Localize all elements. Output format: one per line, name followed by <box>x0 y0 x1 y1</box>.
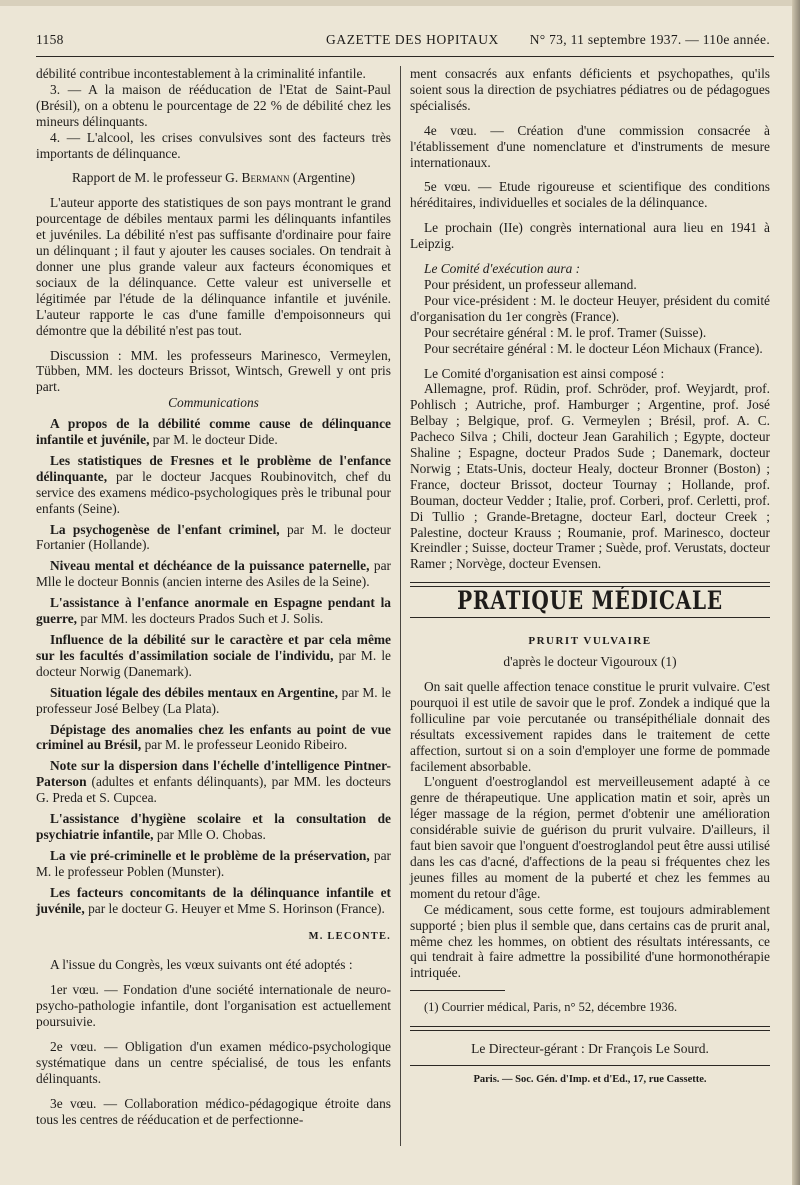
communication-author: (adultes et enfants délinquants), par MM. les docteurs G. Preda et S. Cupcea. <box>36 774 391 806</box>
communication-title: Note sur la dispersion dans l'échelle d'intelligence Pintner-Paterson <box>36 758 391 790</box>
discussion: Discussion : MM. les professeurs Marinesco, Vermeylen, Tübben, MM. les docteurs Brissot, Wintsch, Grewell y ont pris part. <box>36 347 391 395</box>
column-divider <box>400 66 401 1146</box>
communication-author: par M. le professeur José Belbey (La Plata). <box>36 684 391 716</box>
article-title: PRURIT VULVAIRE <box>528 635 652 648</box>
page-top-edge <box>0 0 800 6</box>
communication-title: La vie pré-criminelle et le problème de la préservation, <box>50 847 370 863</box>
voeu-4: 4e vœu. — Création d'une commission consacrée à l'établissement d'une nomenclature et d'instruments de mesure internationaux. <box>410 122 770 170</box>
secretary-general: Pour secrétaire général : M. le docteur Léon Michaux (France). <box>424 340 763 356</box>
communication-author: par M. le docteur Norwig (Danemark). <box>36 647 391 679</box>
vice-president: Pour vice-président : M. le docteur Heuyer, président du comité d'organisation du 1er congrès (France). <box>410 292 770 324</box>
communication-item <box>36 685 391 717</box>
communication-title: A propos de la débilité comme cause de délinquance infantile et juvénile, <box>36 416 391 448</box>
voeu-2: 2e vœu. — Obligation d'un examen médico-psychologique systématique dans un centre spécialisé, de tous les enfants délinquants. <box>36 1039 391 1086</box>
communication-item <box>36 632 391 680</box>
article-paragraph: Ce médicament, sous cette forme, est toujours admirablement supporté ; bien plus il semble que, dans certains cas de prurit anal, même chez les hommes, on obtient des résultats intéressants, ce qui tendrait à faire admettre la possibilité d'une hormonothérapie intriquée. <box>410 901 770 981</box>
voeu-1: 1er vœu. — Fondation d'une société internationale de neuro-psycho-pathologie infantile, dont l'organisation est actuellement poursuivie. <box>36 982 391 1030</box>
signature: M. LECONTE. <box>308 930 391 942</box>
section-rule <box>410 617 770 618</box>
executive-committee: Le Comité d'exécution aura : <box>424 261 581 277</box>
communication-author: par M. le professeur Poblen (Munster). <box>36 847 391 879</box>
communication-author: par le docteur G. Heuyer et Mme S. Horinson (France). <box>84 900 385 916</box>
communication-title: Situation légale des débiles mentaux en Argentine, <box>50 684 338 700</box>
footer-rule <box>410 1026 770 1027</box>
voeu-3: 3e vœu. — Collaboration médico-pédagogique étroite dans tous les centres de rééducation et de perfectionne- <box>36 1095 391 1127</box>
right-column <box>410 66 770 1088</box>
report-author: Bermann <box>241 170 290 186</box>
director: Le Directeur-gérant : Dr François Le Sourd. <box>471 1041 709 1057</box>
communication-author: par M. le docteur Dide. <box>149 432 278 448</box>
section-banner: PRATIQUE MÉDICALE <box>457 586 723 616</box>
communication-title: Influence de la débilité sur le caractère et par cela même sur les facultés d'assimilation sociale de l'individu, <box>36 632 391 663</box>
communication-title: Niveau mental et déchéance de la puissance paternelle, <box>50 558 370 574</box>
footnote-rule <box>410 990 505 991</box>
page-right-edge <box>792 0 800 1185</box>
communication-title: L'assistance d'hygiène scolaire et la consultation de psychiatrie infantile, <box>36 811 391 842</box>
page-header <box>36 30 770 52</box>
paragraph: ment consacrés aux enfants déficients et psychopathes, qu'ils soient sous la direction de psychiatres pédiatres ou de pédagogues spécialisés. <box>410 66 770 113</box>
paragraph: 4. — L'alcool, les crises convulsives sont des facteurs très importants de délinquance. <box>36 129 391 161</box>
communication-item <box>36 758 391 806</box>
report-title <box>36 170 391 186</box>
communication-item <box>36 522 391 554</box>
communications-heading: Communications <box>168 395 259 411</box>
organizing-committee: Le Comité d'organisation est ainsi composé : <box>424 365 665 381</box>
section-rule <box>410 582 770 583</box>
communication-author: par Mlle le docteur Bonnis (ancien interne des Asiles de la Seine). <box>36 558 391 590</box>
communication-title: Les facteurs concomitants de la délinquance infantile et juvénile, <box>36 884 391 916</box>
president: Pour président, un professeur allemand. <box>424 276 637 292</box>
printer-line: Paris. — Soc. Gén. d'Imp. et d'Ed., 17, rue Cassette. <box>473 1074 707 1086</box>
communication-author: par M. le docteur Fortanier (Hollande). <box>36 521 391 553</box>
paragraph: 3. — A la maison de rééducation de l'Etat de Saint-Paul (Brésil), on a obtenu le pourcentage de 22 % de débilité chez les mineurs délinquants. <box>36 81 391 129</box>
next-congress: Le prochain (IIe) congrès international aura lieu en 1941 à Leipzig. <box>410 220 770 252</box>
congress-intro: A l'issue du Congrès, les vœux suivants ont été adoptés : <box>50 957 353 973</box>
footer-rule <box>410 1030 770 1031</box>
report-title-prefix: Rapport de M. le professeur G. <box>71 170 239 186</box>
communication-item <box>36 558 391 590</box>
communication-title: Dépistage des anomalies chez les enfants au point de vue criminel au Brésil, <box>36 721 391 753</box>
communication-item <box>36 722 391 754</box>
footer-rule <box>410 1065 770 1066</box>
communication-item <box>36 595 391 627</box>
communication-title: La psychogenèse de l'enfant criminel, <box>50 521 280 537</box>
communication-item <box>36 811 391 843</box>
footnote: (1) Courrier médical, Paris, n° 52, décembre 1936. <box>424 1000 678 1015</box>
page-number: 1158 <box>36 32 64 47</box>
communication-title: Les statistiques de Fresnes et le problème de l'enfance délinquante, <box>36 452 391 484</box>
communication-item <box>36 416 391 448</box>
paragraph: débilité contribue incontestablement à la criminalité infantile. <box>36 66 366 81</box>
communication-item <box>36 885 391 917</box>
report-title-suffix: (Argentine) <box>292 170 356 186</box>
communication-title: L'assistance à l'enfance anormale en Espagne pendant la guerre, <box>36 595 391 627</box>
journal-title: GAZETTE DES HOPITAUX <box>326 32 499 47</box>
article-paragraph: On sait quelle affection tenace constitue le prurit vulvaire. C'est pourquoi il est utile de savoir que le prof. Zondek a indiqué que la folliculine par voie percutanée ou transépithéliale donnait des résultats excessivement rapides dans le traitement de cette affection, surtout si on a soin d'employer une forme de pommade facilement absorbable. <box>410 679 770 774</box>
committee-members: Allemagne, prof. Rüdin, prof. Schröder, prof. Weyjardt, prof. Pohlisch ; Autriche, prof. Hamburger ; Argentine, prof. José Belbay ; Belgique, prof. G. Vermeylen ; Brésil, prof. A. C. Pacheco Silva ; Chili, docteur Jean Garahilich ; Egypte, docteur Shaline ; Espagne, docteur Prados Sude ; Danemark, docteur Norwig ; Etats-Unis, docteur Healy, docteur Bronner (Boston) ; France, docteur Brissot, docteur Tournay ; Hollande, prof. Bouman, docteur Vedder ; Italie, prof. Corberi, prof. Cerletti, prof. Di Tullio ; Grande-Bretagne, docteur Earl, docteur Creek ; Palestine, docteur Krauss ; Roumanie, prof. Marinesco, docteur Kreindler ; Suisse, docteur Tramer ; Suède, prof. Verustats, docteur Ramer ; Norvège, docteur Evensen. <box>410 381 770 572</box>
header-rule <box>36 56 774 57</box>
communications-list <box>36 416 391 916</box>
left-column <box>36 66 391 1128</box>
report-body: L'auteur apporte des statistiques de son pays montrant le grand pourcentage de débiles mentaux parmi les délinquants infantiles et juvéniles. La débilité n'est pas suffisante d'ordinaire pour faire un délinquant ; il faut y ajouter les causes sociales. On tendrait à donner une plus grande valeur aux facteurs économiques et sociaux de la délinquance. Cette valeur est universelle et légitimée par l'étude de la délinquance infantile et juvénile. L'auteur rapporte le cas d'une famille d'empoisonneurs qui démontre que la débilité n'est pas tout. <box>36 195 391 338</box>
voeu-5: 5e vœu. — Etude rigoureuse et scientifique des conditions héréditaires, individuelles et sociales de la délinquance. <box>410 179 770 211</box>
communication-author: par MM. les docteurs Prados Such et J. Solis. <box>77 611 324 627</box>
communication-item <box>36 453 391 517</box>
secretary: Pour secrétaire général : M. le prof. Tramer (Suisse). <box>424 324 707 340</box>
article-byline: d'après le docteur Vigouroux (1) <box>503 654 677 670</box>
communication-author: par Mlle O. Chobas. <box>153 826 266 842</box>
article-paragraph: L'onguent d'oestroglandol est merveilleusement adapté à ce genre de thérapeutique. Une application matin et soir, après un léger massage de la région, permet d'obtenir une amélioration considérable suivie de guérison du prurit vulvaire. D'ailleurs, il faut bien savoir que l'onguent d'oestroglandol peut être aussi utilisé dans les cas d'acné, d'affections de la peau si fréquentes chez les jeunes filles au moment de la puberté et chez les femmes au moment du retour d'âge. <box>410 774 770 901</box>
communication-author: par M. le professeur Leonido Ribeiro. <box>141 737 348 753</box>
communication-item <box>36 848 391 880</box>
issue-info: N° 73, 11 septembre 1937. — 110e année. <box>529 32 770 47</box>
communication-author: par le docteur Jacques Roubinovitch, chef du service des examens médico-psychologiques près le tribunal pour enfants (Seine). <box>36 468 391 516</box>
